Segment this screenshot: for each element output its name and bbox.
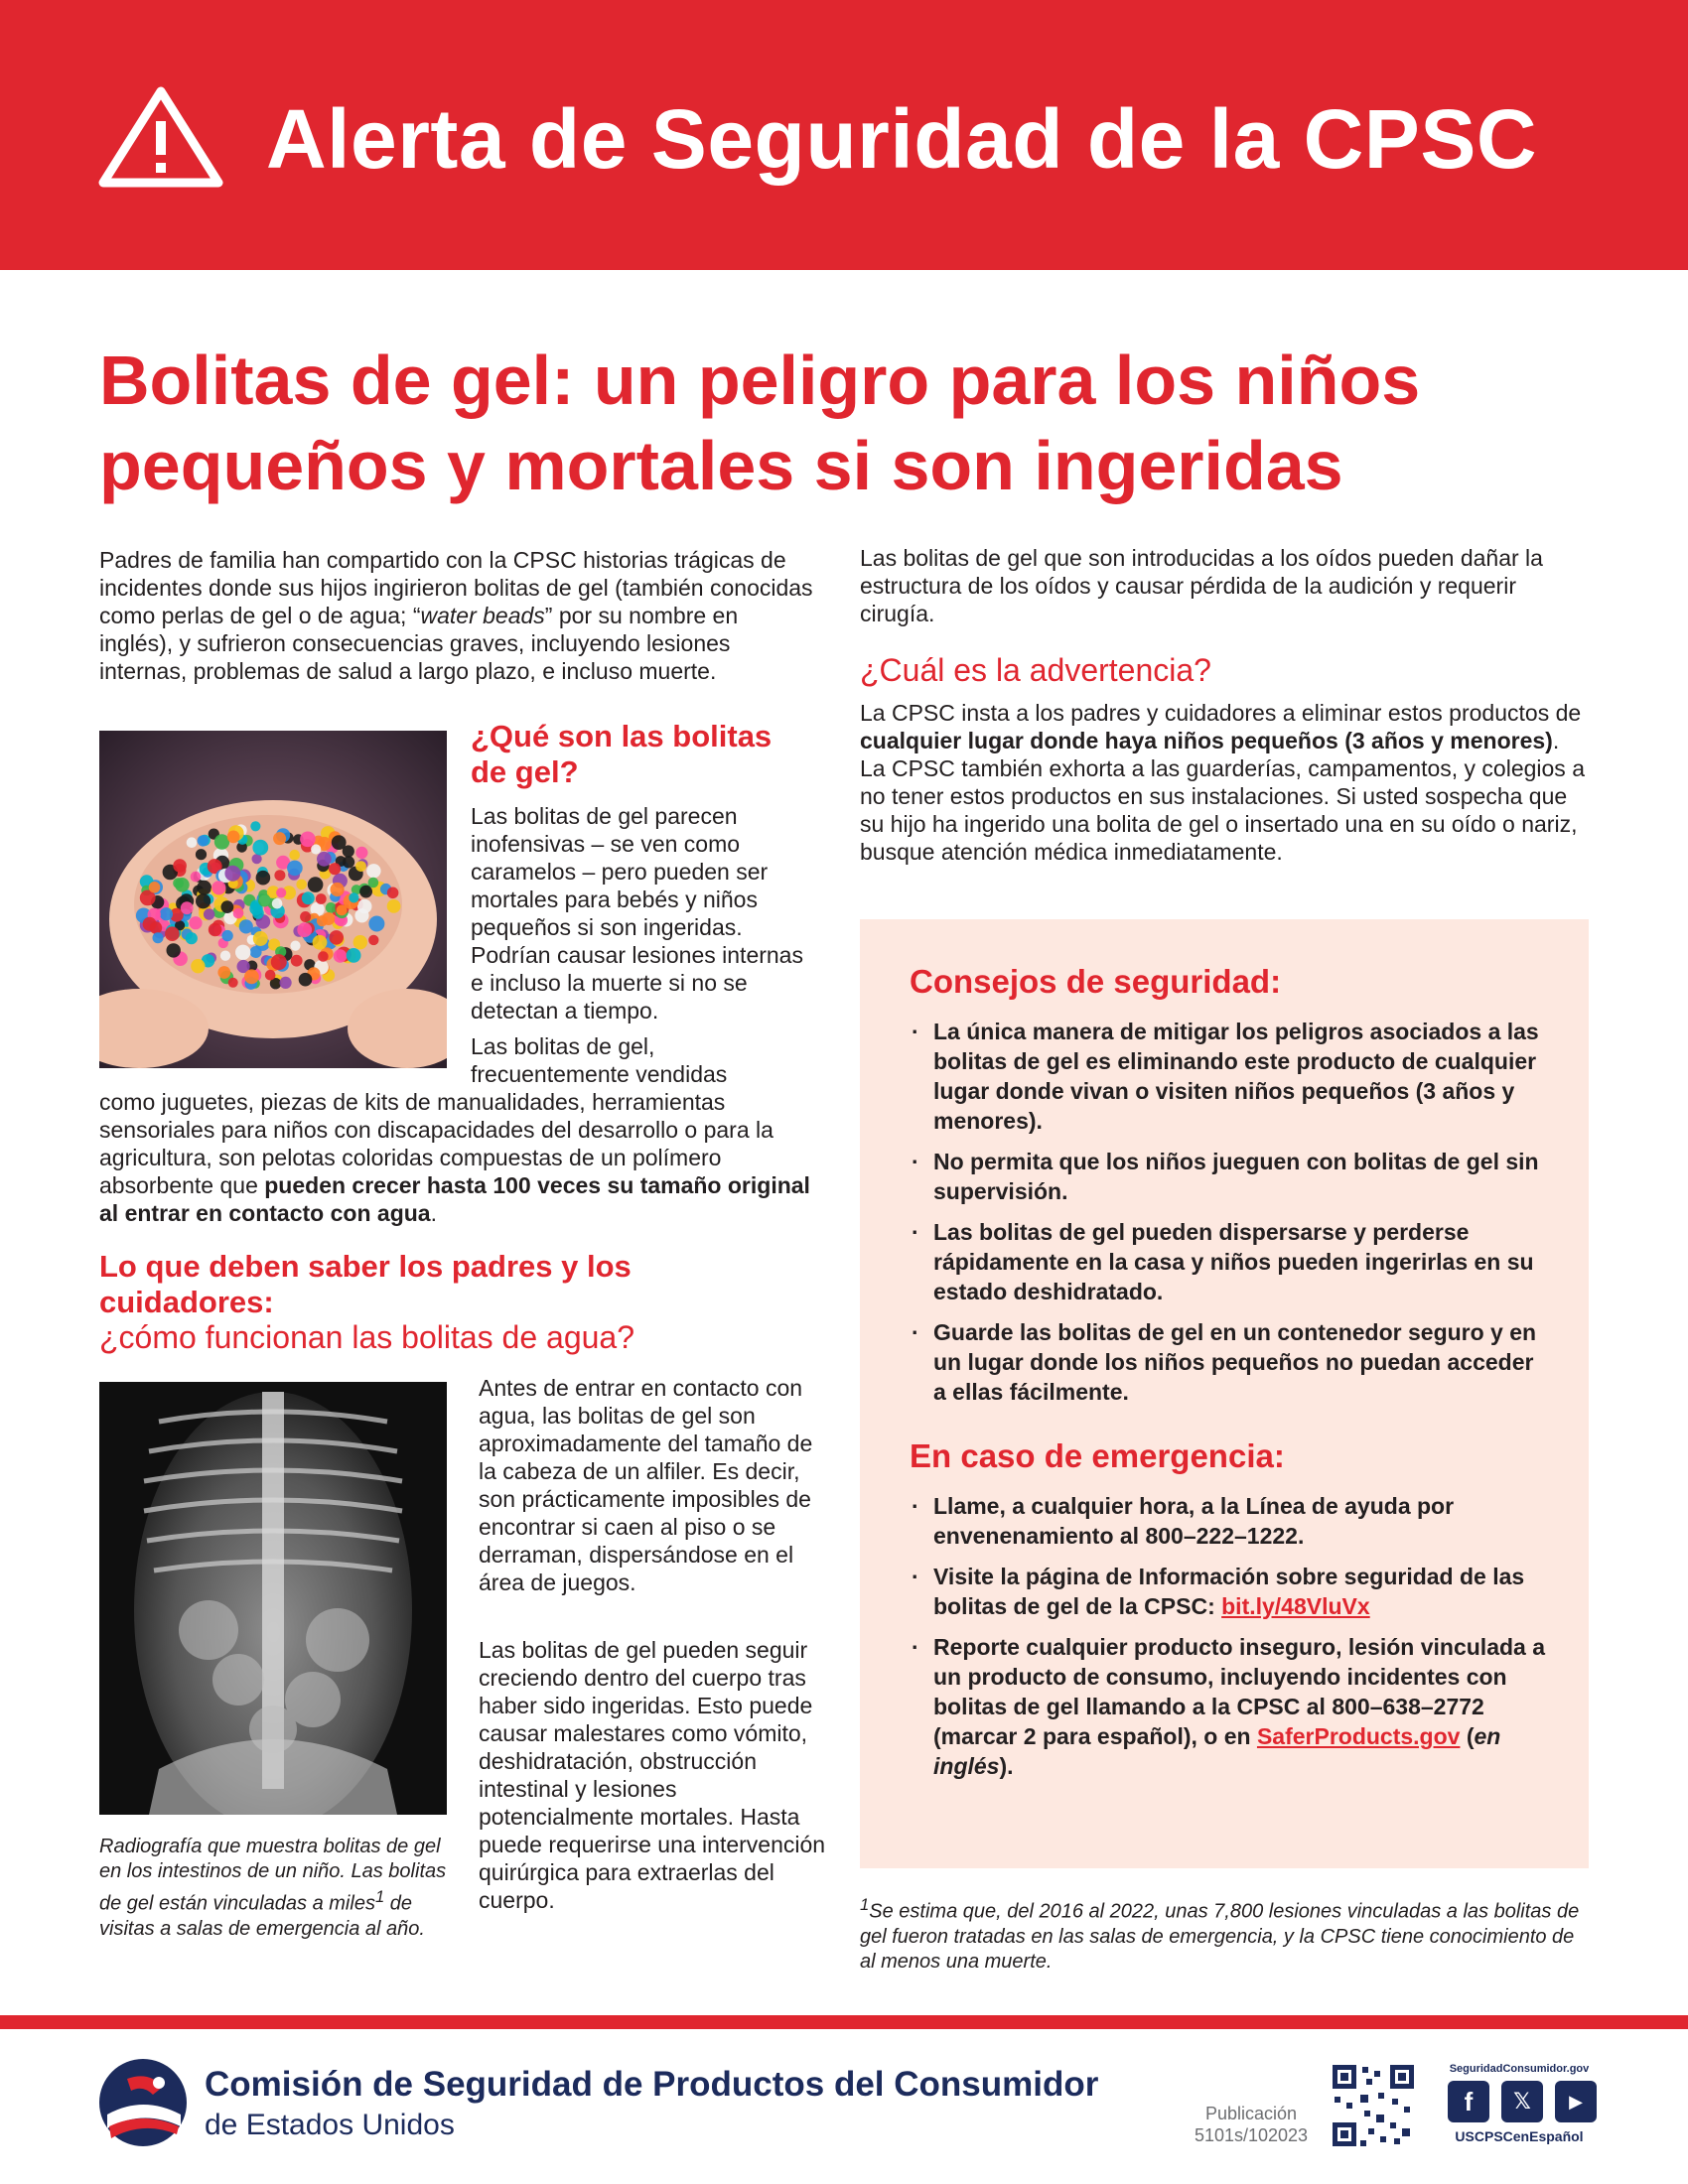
alert-header	[0, 0, 1688, 270]
pub-label: Publicación	[1204, 2104, 1298, 2123]
bead	[300, 832, 316, 848]
footer-org-name: Comisión de Seguridad de Productos del Consumidor	[205, 2065, 1099, 2104]
gel-beads-illustration	[99, 731, 447, 1068]
saber-para1: Antes de entrar en contacto con agua, las bolitas de gel son aproximadamente del tamaño de la cabeza de un alfiler. Es decir, son prácticamente imposibles de encontrar si caen al piso o se derraman, dispersándose en el área de juegos.	[479, 1375, 813, 1595]
bead	[221, 900, 234, 913]
que-son-para1: Las bolitas de gel parecen inofensivas – se ven como caramelos – pero pueden ser mortales para bebés y niños pequeños si son ingeridas. Podrían causar lesiones internas e incluso la muerte si no se detectan a tiempo.	[471, 803, 803, 1024]
bead	[290, 941, 300, 951]
bead	[297, 922, 312, 937]
bead	[387, 899, 401, 913]
bead	[228, 978, 238, 988]
bead	[189, 916, 202, 929]
bead	[368, 878, 379, 888]
bead	[387, 887, 399, 899]
bead	[258, 894, 271, 907]
xray-illustration	[99, 1382, 447, 1815]
bead	[331, 883, 345, 896]
bead	[334, 949, 348, 963]
intro-text: Padres de familia han compartido con la CPSC historias trágicas de incidentes donde sus hijos ingirieron bolitas de gel (también conocidas como perlas de gel o de agua; “	[99, 547, 813, 628]
bead	[368, 935, 378, 945]
caption-text: Radiografía que muestra bolitas de gel en los intestinos de un niño. Las bolitas de gel están vinculadas a miles	[99, 1836, 447, 1915]
saber-subheading: ¿cómo funcionan las bolitas de agua?	[99, 1319, 635, 1355]
bead	[329, 863, 341, 875]
list-item: · Las bolitas de gel pueden dispersarse y perderse rápidamente en la casa y niños pueden ingerirlas en su estado deshidratado.	[912, 1217, 1547, 1306]
caption-text-end: de visitas a salas de emergencia al año.	[99, 1892, 425, 1940]
intro-paragraph	[99, 546, 814, 685]
saferproducts-link[interactable]: SaferProducts.gov	[1256, 1723, 1461, 1749]
bead	[366, 864, 380, 878]
header-title: Alerta de Seguridad de la CPSC	[266, 92, 1538, 186]
advertencia-text: La CPSC insta a los padres y cuidadores a eliminar estos productos de	[860, 700, 1582, 726]
list-item: · Guarde las bolitas de gel en un contenedor seguro y en un lugar donde los niños pequeños no puedan acceder a ellas fácilmente.	[912, 1317, 1547, 1407]
cpsc-logo-icon	[97, 2057, 189, 2148]
gel-beads-photo	[99, 731, 447, 1068]
bead	[302, 891, 315, 904]
bead	[296, 880, 307, 890]
bead	[359, 886, 372, 898]
bead	[300, 911, 311, 922]
bead	[291, 955, 303, 967]
bead	[235, 945, 250, 960]
bead	[329, 930, 344, 945]
bead	[233, 908, 244, 919]
publication-number	[1192, 2103, 1311, 2146]
bead	[227, 831, 240, 844]
xray-photo	[99, 1382, 447, 1815]
bead	[187, 837, 198, 848]
bead	[252, 840, 268, 856]
x-icon[interactable]: 𝕏	[1501, 2081, 1543, 2122]
que-son-para2-end: .	[430, 1200, 437, 1226]
bead	[196, 893, 211, 908]
footnote	[860, 1892, 1595, 1975]
footnote-text: Se estima que, del 2016 al 2022, unas 7,800 lesiones vinculadas a las bolitas de gel fueron tratadas en las salas de emergencia, y la CPSC tiene conocimiento de al menos una muerte.	[860, 1900, 1580, 1973]
bead	[313, 935, 328, 950]
emergency-heading: En caso de emergencia:	[910, 1437, 1285, 1474]
bead	[196, 849, 207, 860]
bead	[198, 835, 209, 846]
bead	[347, 948, 361, 963]
bead	[318, 951, 329, 962]
emergency-item2-text: Visite la página de Información sobre seguridad de las bolitas de gel de la CPSC:	[933, 1564, 1525, 1619]
info-link[interactable]: bit.ly/48VluVx	[1221, 1593, 1370, 1619]
qr-code-icon[interactable]	[1331, 2063, 1416, 2148]
bead	[265, 970, 276, 981]
bead	[317, 915, 328, 926]
saber-para2: Las bolitas de gel pueden seguir creciendo dentro del cuerpo tras haber sido ingeridas. Esto puede causar malestares como vómito, deshidratación, obstrucción intestinal y lesiones potencialmente mortales. Hasta puede requerirse una intervención quirúrgica para extraerlas del cuerpo.	[479, 1637, 826, 1913]
bead	[308, 877, 324, 892]
bead	[332, 835, 347, 850]
bead	[326, 902, 337, 913]
bead	[209, 923, 222, 937]
bead	[316, 893, 327, 904]
bead	[368, 916, 384, 932]
bead	[244, 969, 259, 984]
bead	[337, 905, 348, 916]
bead	[191, 959, 205, 973]
intro-italic: water beads	[420, 603, 545, 628]
bead	[280, 977, 292, 989]
page-title-line1: Bolitas de gel: un peligro para los niños	[99, 341, 1421, 419]
intro-text-end: ” por su nombre en inglés), y sufrieron consecuencias graves, incluyendo lesiones internas, problemas de salud a largo plazo, e incluso muerte.	[99, 603, 739, 684]
bead	[160, 907, 173, 920]
bead	[250, 821, 260, 831]
bead	[271, 954, 287, 970]
advertencia-paragraph	[860, 699, 1587, 866]
bead	[253, 931, 268, 946]
bead	[256, 871, 271, 886]
footer-divider	[0, 2015, 1688, 2029]
ears-paragraph: Las bolitas de gel que son introducidas a los oídos pueden dañar la estructura de los oídos y causar pérdida de la audición y requerir cirugía.	[860, 545, 1543, 626]
bead	[217, 966, 230, 979]
youtube-icon[interactable]: ▶	[1555, 2081, 1597, 2122]
bead	[175, 878, 190, 892]
emergency-item3-close: ).	[999, 1753, 1014, 1779]
website-label[interactable]: SeguridadConsumidor.gov	[1449, 2063, 1590, 2075]
bead	[153, 932, 164, 943]
page-title	[99, 338, 1609, 508]
bead	[287, 861, 303, 877]
bead	[250, 946, 262, 958]
bead	[197, 881, 211, 895]
bead	[165, 926, 180, 941]
bead	[221, 930, 232, 941]
footnote-sup: 1	[860, 1895, 870, 1914]
list-item: · Llame, a cualquier hora, a la Línea de ayuda por envenenamiento al 800–222–1222.	[912, 1491, 1547, 1551]
bead	[149, 882, 161, 893]
bead	[355, 861, 366, 872]
advertencia-bold: cualquier lugar donde haya niños pequeños (3 años y menores)	[860, 728, 1553, 753]
que-son-heading: ¿Qué son las bolitas de gel?	[471, 719, 773, 789]
bead	[186, 932, 198, 944]
bead	[204, 908, 214, 919]
tips-heading: Consejos de seguridad:	[910, 963, 1282, 1000]
bead	[252, 854, 262, 864]
bead	[311, 844, 321, 854]
tips-list	[912, 1017, 1547, 1418]
advertencia-heading: ¿Cuál es la advertencia?	[860, 652, 1211, 688]
social-handle: USCPSCenEspañol	[1455, 2128, 1584, 2144]
list-item	[912, 1632, 1547, 1781]
bead	[167, 943, 181, 957]
saber-heading: Lo que deben saber los padres y los cuidadores:	[99, 1249, 632, 1319]
list-item: · No permita que los niños jueguen con bolitas de gel sin supervisión.	[912, 1147, 1547, 1206]
bead	[224, 866, 240, 882]
bead	[191, 872, 202, 883]
bead	[272, 898, 283, 909]
xray-caption	[99, 1835, 457, 1942]
bead	[220, 951, 230, 961]
bead	[143, 917, 157, 931]
bead	[173, 859, 187, 873]
bead	[349, 892, 358, 902]
page-title-line2: pequeños y mortales si son ingeridas	[99, 427, 1343, 504]
bead	[289, 850, 300, 861]
bead	[355, 847, 367, 859]
bead	[353, 935, 367, 949]
advertencia-text-end: . La CPSC también exhorta a las guarderías, campamentos, y colegios a no tener estos productos en sus instalaciones. Si usted sospecha que su hijo ha ingerido una bolita de gel o insertado una en su oído o nariz, busque atención médica inmediatamente.	[860, 728, 1585, 865]
emergency-item3-text: Reporte cualquier producto inseguro, lesión vinculada a un producto de consumo, incluyendo incidentes con bolitas de gel llamando a la CPSC al 800–638–2772 (marcar 2 para español), o en	[933, 1634, 1546, 1749]
bead	[211, 881, 225, 894]
caption-sup: 1	[374, 1887, 385, 1906]
bead	[273, 832, 286, 845]
list-item	[912, 1562, 1547, 1621]
bead	[181, 901, 194, 914]
bead	[317, 852, 332, 867]
que-son-para2	[99, 1088, 824, 1227]
que-son-para2-text: como juguetes, piezas de kits de manualidades, herramientas sensoriales para niños con discapacidades del desarrollo o para la agricultura, son pelotas coloridas compuestas de un polímero absorbente que	[99, 1089, 774, 1198]
emergency-item3-italic: en inglés	[933, 1723, 1501, 1779]
social-icons	[1448, 2081, 1597, 2124]
emergency-item3-open: (	[1460, 1723, 1475, 1749]
warning-triangle-icon	[97, 85, 224, 189]
que-son-para2-bold: pueden crecer hasta 100 veces su tamaño original al entrar en contacto con agua	[99, 1172, 810, 1226]
footer-org-country: de Estados Unidos	[205, 2109, 455, 2141]
pub-number: 5101s/102023	[1194, 2125, 1309, 2145]
que-son-para2-start: Las bolitas de gel, frecuentemente vendidas	[471, 1033, 728, 1087]
bead	[276, 887, 286, 897]
bead	[274, 870, 285, 881]
bead	[357, 899, 372, 914]
bead	[299, 973, 313, 987]
facebook-icon[interactable]: f	[1448, 2081, 1489, 2122]
list-item: · La única manera de mitigar los peligros asociados a las bolitas de gel es eliminando este producto de cualquier lugar donde vivan o visiten niños pequeños (3 años y menores).	[912, 1017, 1547, 1136]
emergency-list	[912, 1491, 1547, 1792]
